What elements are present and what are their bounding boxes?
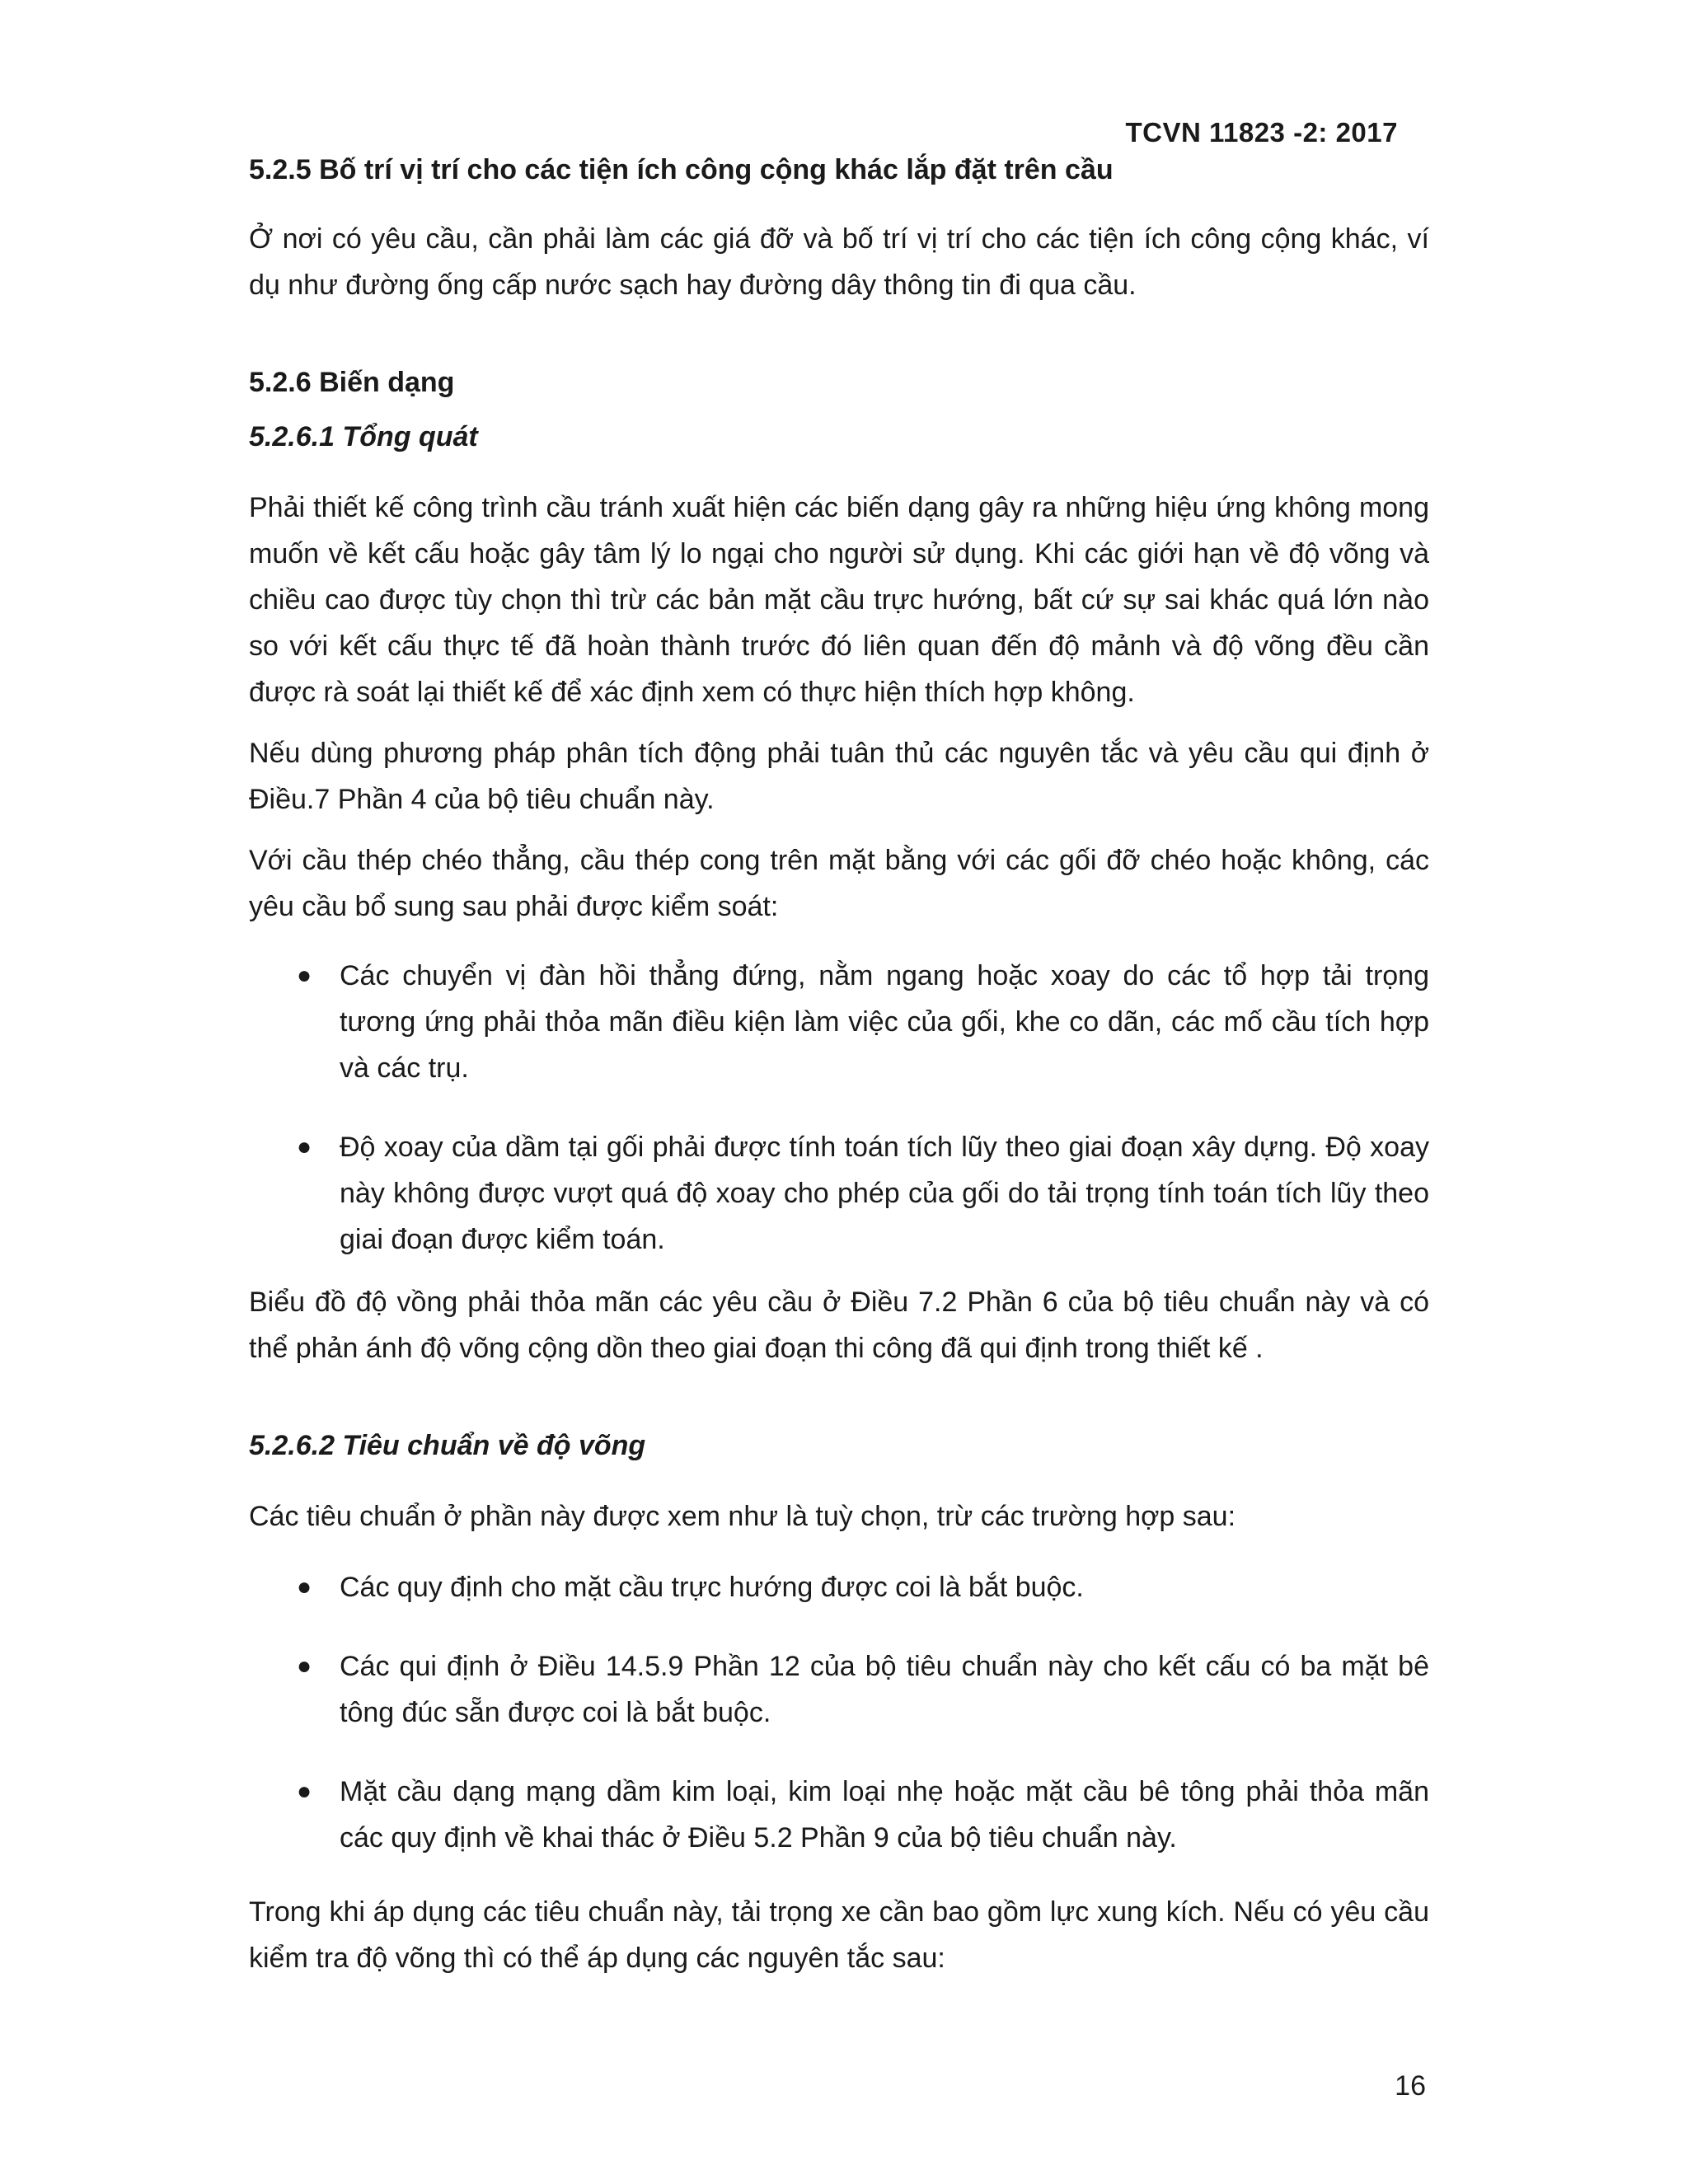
- bullet-icon: ●: [297, 1133, 312, 1160]
- section-5-2-6-2-title: 5.2.6.2 Tiêu chuẩn về độ võng: [249, 1430, 646, 1461]
- section-5-2-6-1-title: 5.2.6.1 Tổng quát: [249, 421, 478, 452]
- list-item: [249, 1643, 1429, 1736]
- document-body: [249, 147, 1429, 1981]
- list-item: [249, 1564, 1429, 1610]
- list-item-text: Các quy định cho mặt cầu trực hướng được coi là bắt buộc.: [340, 1572, 1084, 1603]
- section-5-2-6-1-paragraph-4: Biểu đồ độ vồng phải thỏa mãn các yêu cầu ở Điều 7.2 Phần 6 của bộ tiêu chuẩn này và có thể phản ánh độ võng cộng dồn theo giai đoạn thi công đã qui định trong thiết kế .: [249, 1286, 1429, 1364]
- bullet-icon: ●: [297, 1652, 312, 1680]
- standard-code-header: TCVN 11823 -2: 2017: [1125, 117, 1398, 148]
- section-5-2-6-1-paragraph-3: Với cầu thép chéo thẳng, cầu thép cong trên mặt bằng với các gối đỡ chéo hoặc không, các yêu cầu bổ sung sau phải được kiểm soát:: [249, 845, 1429, 922]
- section-5-2-6-1-bullet-list: [249, 953, 1429, 1263]
- section-5-2-5-paragraph: Ở nơi có yêu cầu, cần phải làm các giá đỡ và bố trí vị trí cho các tiện ích công cộng khác, ví dụ như đường ống cấp nước sạch hay đường dây thông tin đi qua cầu.: [249, 223, 1429, 301]
- list-item: [249, 1124, 1429, 1263]
- list-item-text: Độ xoay của dầm tại gối phải được tính toán tích lũy theo giai đoạn xây dựng. Độ xoay này không được vượt quá độ xoay cho phép của gối do tải trọng tính toán tích lũy theo giai đoạn được kiểm toán.: [340, 1132, 1429, 1255]
- list-item: [249, 1769, 1429, 1861]
- list-item: [249, 953, 1429, 1091]
- section-5-2-6-title: 5.2.6 Biến dạng: [249, 367, 455, 398]
- section-5-2-6-1-paragraph-2: Nếu dùng phương pháp phân tích động phải tuân thủ các nguyên tắc và yêu cầu qui định ở Điều.7 Phần 4 của bộ tiêu chuẩn này.: [249, 738, 1429, 815]
- section-5-2-6-2-bullet-list: [249, 1564, 1429, 1861]
- section-5-2-6-1-paragraph-1: Phải thiết kế công trình cầu tránh xuất hiện các biến dạng gây ra những hiệu ứng không mong muốn về kết cấu hoặc gây tâm lý lo ngại cho người sử dụng. Khi các giới hạn về độ võng và chiều cao được tùy chọn thì trừ các bản mặt cầu trực hướng, bất cứ sự sai khác quá lớn nào so với kết cấu thực tế đã hoàn thành trước đó liên quan đến độ mảnh và độ võng đều cần được rà soát lại thiết kế để xác định xem có thực hiện thích hợp không.: [249, 492, 1429, 708]
- list-item-text: Các chuyển vị đàn hồi thẳng đứng, nằm ngang hoặc xoay do các tổ hợp tải trọng tương ứng phải thỏa mãn điều kiện làm việc của gối, khe co dãn, các mố cầu tích hợp và các trụ.: [340, 960, 1429, 1084]
- bullet-icon: ●: [297, 1778, 312, 1805]
- bullet-icon: ●: [297, 1573, 312, 1601]
- bullet-icon: ●: [297, 962, 312, 989]
- section-5-2-6-2-paragraph-2: Trong khi áp dụng các tiêu chuẩn này, tải trọng xe cần bao gồm lực xung kích. Nếu có yêu cầu kiểm tra độ võng thì có thể áp dụng các nguyên tắc sau:: [249, 1896, 1429, 1974]
- section-5-2-6-2-paragraph-1: Các tiêu chuẩn ở phần này được xem như là tuỳ chọn, trừ các trường hợp sau:: [249, 1501, 1236, 1532]
- list-item-text: Các qui định ở Điều 14.5.9 Phần 12 của bộ tiêu chuẩn này cho kết cấu có ba mặt bê tông đúc sẵn được coi là bắt buộc.: [340, 1651, 1429, 1728]
- page-number: 16: [1395, 2070, 1426, 2102]
- section-5-2-5-title: 5.2.5 Bố trí vị trí cho các tiện ích công cộng khác lắp đặt trên cầu: [249, 154, 1114, 185]
- list-item-text: Mặt cầu dạng mạng dầm kim loại, kim loại nhẹ hoặc mặt cầu bê tông phải thỏa mãn các quy định về khai thác ở Điều 5.2 Phần 9 của bộ tiêu chuẩn này.: [340, 1776, 1429, 1854]
